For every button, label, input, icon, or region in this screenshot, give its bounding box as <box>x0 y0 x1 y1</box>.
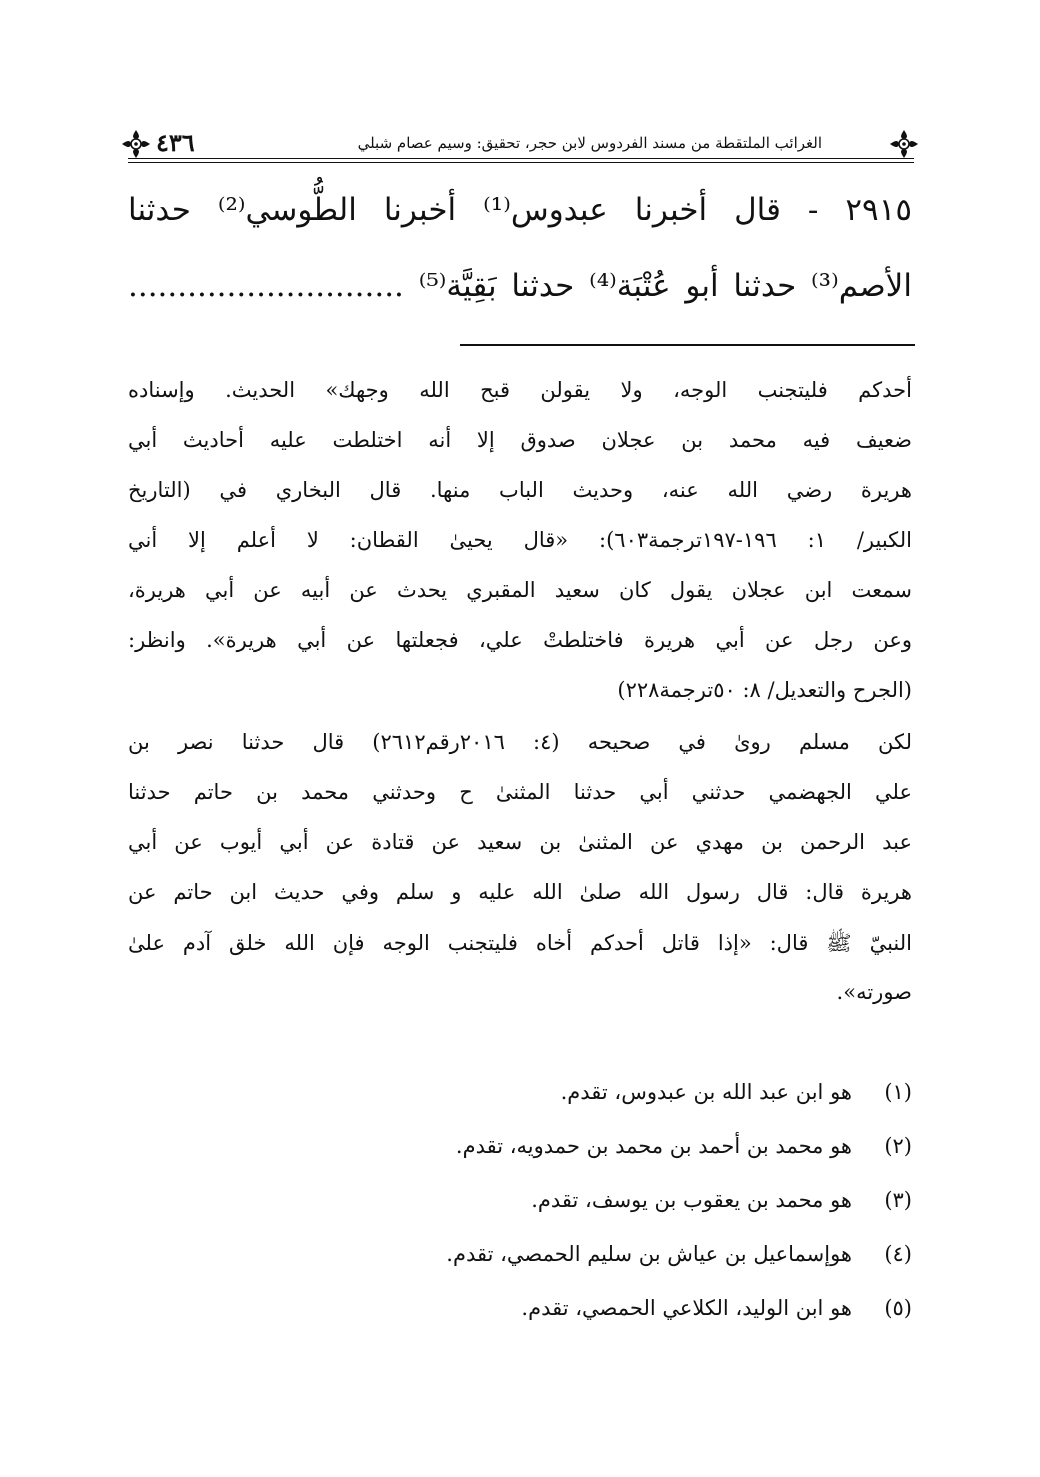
page-number: ٤٣٦ <box>156 128 195 157</box>
floral-ornament-icon <box>888 128 920 160</box>
footnote-text: هو محمد بن أحمد بن محمد بن حمدويه، تقدم. <box>455 1134 852 1158</box>
commentary-line: هريرة رضي الله عنه، وحديث الباب منها. قال البخاري في (التاريخ <box>128 478 912 502</box>
commentary-line: سمعت ابن عجلان يقول كان سعيد المقبري يحدث عن أبيه عن أبي هريرة، <box>128 578 912 602</box>
footnote-separator <box>460 344 915 346</box>
footnote-number: (٣) <box>884 1188 912 1212</box>
footnote-number: (٥) <box>884 1296 912 1320</box>
footnote-number: (٤) <box>884 1242 912 1266</box>
commentary-line: علي الجهضمي حدثني أبي حدثنا المثنىٰ ح وحدثني محمد بن حاتم حدثنا <box>128 780 912 804</box>
footnote-item <box>456 1134 912 1158</box>
hadith-entry-line: الأصم⁽³⁾ حدثنا أبو عُتْبَة⁽⁴⁾ حدثنا بَقِيَّة⁽⁵⁾ ............................ <box>128 268 912 304</box>
footnote-text: هو ابن عبد الله بن عبدوس، تقدم. <box>560 1080 852 1104</box>
commentary-line: هريرة قال: قال رسول الله صلىٰ الله عليه و سلم وفي حديث ابن حاتم عن <box>128 880 912 904</box>
footnote-text: هوإسماعيل بن عياش بن سليم الحمصي، تقدم. <box>446 1242 852 1266</box>
commentary-line: وعن رجل عن أبي هريرة فاختلطتْ علي، فجعلتها عن أبي هريرة». وانظر: <box>128 628 912 652</box>
footnote-item <box>446 1242 912 1266</box>
running-header <box>128 126 914 168</box>
commentary-line: أحدكم فليتجنب الوجه، ولا يقولن قبح الله وجهك» الحديث. وإسناده <box>128 378 912 402</box>
commentary-line: ضعيف فيه محمد بن عجلان صدوق إلا أنه اختلطت عليه أحاديث أبي <box>128 428 913 452</box>
hadith-entry-line: ٢٩١٥ - قال أخبرنا عبدوس⁽¹⁾ أخبرنا الطُّوسي⁽²⁾ حدثنا <box>128 192 912 228</box>
footnote-item <box>561 1080 912 1104</box>
commentary-line: (الجرح والتعديل/ ٨: ٥٠ترجمة٢٢٨) <box>617 678 912 702</box>
header-title: الغرائب الملتقطة من مسند الفردوس لابن حجر، تحقيق: وسيم عصام شبلي <box>357 134 822 152</box>
commentary-line: عبد الرحمن بن مهدي عن المثنىٰ بن سعيد عن قتادة عن أبي أيوب عن أبي <box>128 830 912 854</box>
footnote-text: هو محمد بن يعقوب بن يوسف، تقدم. <box>531 1188 852 1212</box>
footnote-text: هو ابن الوليد، الكلاعي الحمصي، تقدم. <box>521 1296 852 1320</box>
footnote-number: (١) <box>884 1080 912 1104</box>
footnote-item <box>521 1296 912 1320</box>
commentary-line: الكبير/ ١: ١٩٦-١٩٧ترجمة٦٠٣): «قال يحيىٰ القطان: لا أعلم إلا أني <box>128 528 912 552</box>
commentary-line: النبيّ ﷺ قال: «إذا قاتل أحدكم أخاه فليتجنب الوجه فإن الله خلق آدم علىٰ <box>128 931 912 955</box>
footnote-item <box>531 1188 912 1212</box>
footnote-number: (٢) <box>884 1134 912 1158</box>
commentary-line: صورته». <box>836 980 912 1004</box>
header-rule <box>128 162 914 163</box>
floral-ornament-icon <box>120 128 152 160</box>
header-rule <box>128 158 914 159</box>
commentary-line: لكن مسلم روىٰ في صحيحه (٤: ٢٠١٦رقم٢٦١٢) قال حدثنا نصر بن <box>128 730 912 754</box>
